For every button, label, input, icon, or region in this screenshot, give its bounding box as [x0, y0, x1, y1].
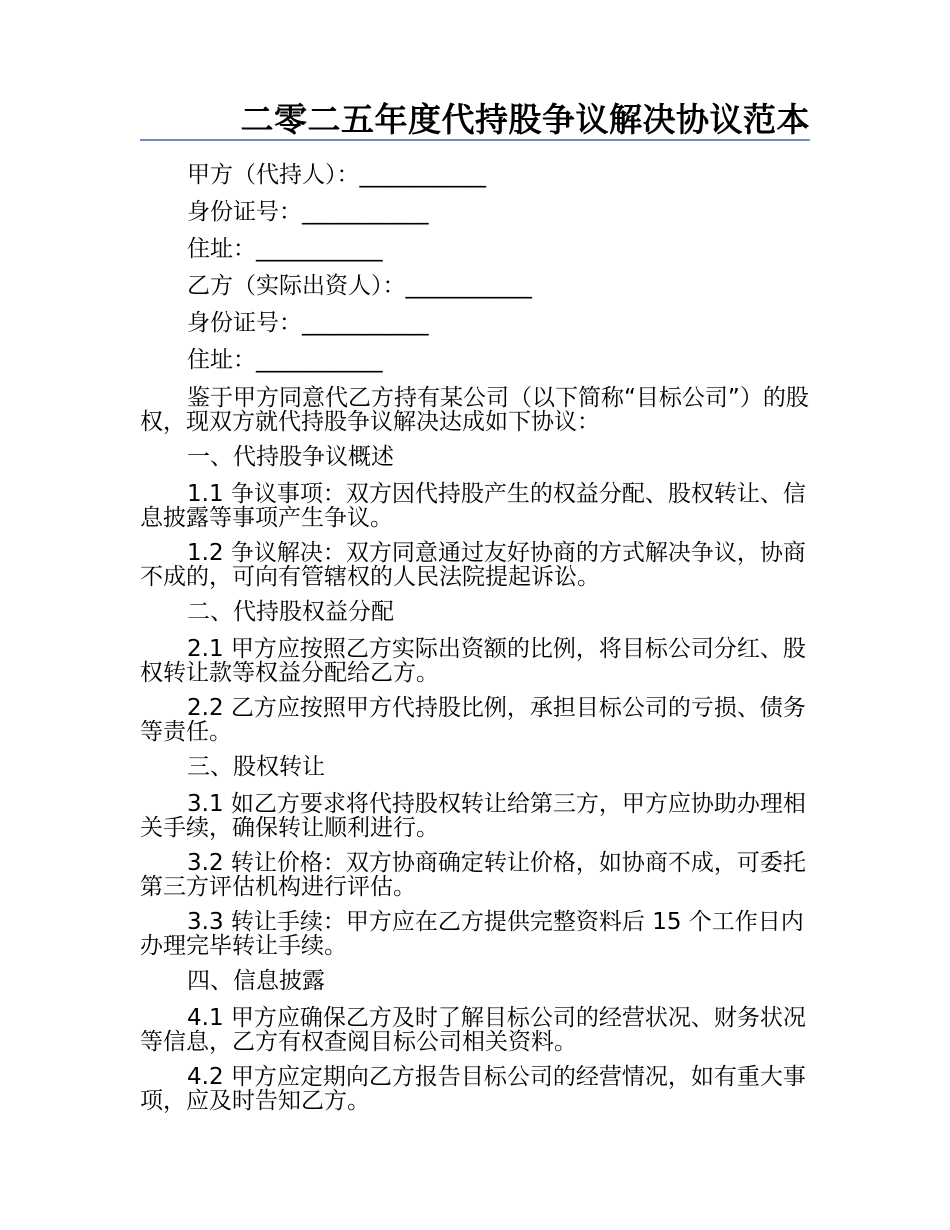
party-b-id-field — [187, 308, 429, 338]
section-2-heading: 二、代持股权益分配 — [187, 599, 394, 625]
clause-1-1: 1.1 争议事项：双方因代持股产生的权益分配、股权转让、信息披露等事项产生争议。 — [140, 481, 806, 531]
clause-1-2: 1.2 争议解决：双方同意通过友好协商的方式解决争议，协商不成的，可向有管辖权的人民法院提起诉讼。 — [140, 540, 806, 590]
clause-2-2: 2.2 乙方应按照甲方代持股比例，承担目标公司的亏损、债务等责任。 — [140, 695, 806, 745]
party-a-id-field — [187, 197, 429, 227]
party-b-label: 乙方（实际出资人）： — [187, 273, 406, 299]
section-3-heading: 三、股权转让 — [187, 754, 325, 780]
section-4-heading: 四、信息披露 — [187, 968, 325, 994]
title-underline — [140, 139, 810, 141]
document-title: 二零二五年度代持股争议解决协议范本 — [240, 100, 810, 139]
clause-3-1: 3.1 如乙方要求将代持股权转让给第三方，甲方应协助办理相关手续，确保转让顺利进行。 — [140, 791, 806, 841]
clause-3-2: 3.2 转让价格：双方协商确定转让价格，如协商不成，可委托第三方评估机构进行评估。 — [140, 850, 806, 900]
party-b-id-label: 身份证号： — [187, 310, 302, 336]
party-a-address-label: 住址： — [187, 236, 256, 262]
party-a-label: 甲方（代持人）： — [187, 162, 360, 188]
preamble-paragraph: 鉴于甲方同意代乙方持有某公司（以下简称“目标公司”）的股权，现双方就代持股争议解决达成如下协议： — [140, 385, 809, 435]
clause-4-1: 4.1 甲方应确保乙方及时了解目标公司的经营状况、财务状况等信息，乙方有权查阅目标公司相关资料。 — [140, 1005, 806, 1055]
party-a-address-field — [187, 234, 383, 264]
party-b-id-blank: ___________ — [302, 310, 429, 336]
party-b-address-field — [187, 345, 383, 375]
section-1-heading: 一、代持股争议概述 — [187, 444, 394, 470]
party-a-id-label: 身份证号： — [187, 199, 302, 225]
clause-4-2: 4.2 甲方应定期向乙方报告目标公司的经营情况，如有重大事项，应及时告知乙方。 — [140, 1064, 806, 1114]
party-b-blank: ___________ — [405, 273, 532, 299]
party-b-address-blank: ___________ — [256, 347, 383, 373]
party-a-field — [187, 160, 486, 190]
party-a-id-blank: ___________ — [302, 199, 429, 225]
party-b-field — [187, 271, 532, 301]
clause-3-3: 3.3 转让手续：甲方应在乙方提供完整资料后 15 个工作日内办理完毕转让手续。 — [140, 909, 804, 959]
party-a-address-blank: ___________ — [256, 236, 383, 262]
party-b-address-label: 住址： — [187, 347, 256, 373]
clause-2-1: 2.1 甲方应按照乙方实际出资额的比例，将目标公司分红、股权转让款等权益分配给乙方。 — [140, 636, 806, 686]
party-a-blank: ___________ — [359, 162, 486, 188]
